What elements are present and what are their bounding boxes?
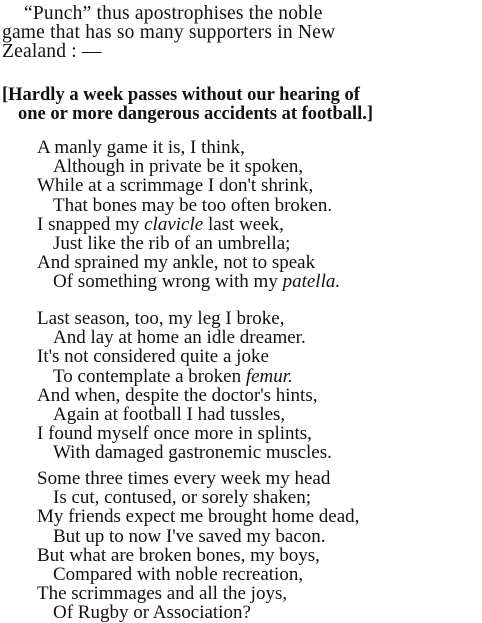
poem-line: Again at football I had tussles, (53, 404, 286, 426)
poem-line: But what are broken bones, my boys, (37, 544, 320, 566)
poem-stanza-3 (0, 469, 482, 623)
poem-line: Last season, too, my leg I broke, (37, 308, 285, 329)
poem-line-text: last week, (203, 213, 284, 235)
poem-stanza-1 (0, 138, 482, 292)
poem-line: But up to now I've saved my bacon. (53, 525, 326, 547)
poem-line: It's not considered quite a joke (37, 346, 269, 368)
poem-line: My friends expect me brought home dead, (37, 506, 360, 528)
poem-line: And when, despite the doctor's hints, (37, 384, 318, 406)
poem-line: Compared with noble recreation, (53, 564, 304, 586)
italic-word: patella. (282, 271, 341, 293)
poem-line: Some three times every week my head (37, 468, 331, 489)
poem-line: Of Rugby or Association? (53, 602, 251, 623)
intro-paragraph (2, 4, 480, 61)
intro-line: Zealand : — (2, 41, 102, 62)
poem-line: And lay at home an idle dreamer. (53, 327, 306, 349)
poem-line-text: I snapped my (37, 213, 145, 235)
intro-line: game that has so many supporters in New (2, 22, 336, 43)
poem-line (0, 272, 482, 291)
note-line: one or more dangerous accidents at football.] (18, 104, 374, 124)
poem-line (0, 367, 482, 386)
intro-line: “Punch” thus apostrophises the noble (24, 3, 323, 24)
poem-line: The scrimmages and all the joys, (37, 583, 288, 605)
italic-word: femur. (245, 365, 293, 387)
poem-line-text: To contemplate a broken (53, 365, 246, 387)
poem-line: Although in private be it spoken, (53, 156, 304, 178)
poem-line: Just like the rib of an umbrella; (53, 233, 291, 255)
poem-line: I found myself once more in splints, (37, 423, 312, 445)
poem-stanza-2 (0, 309, 482, 463)
poem-line-text: Of something wrong with my (53, 271, 283, 293)
note-line: [Hardly a week passes without our hearing of (2, 85, 360, 105)
bracketed-note (2, 86, 480, 124)
poem-line: And sprained my ankle, not to speak (37, 252, 316, 274)
poem-line: With damaged gastronemic muscles. (53, 442, 332, 464)
poem-line (0, 215, 482, 234)
poem-line: Is cut, contused, or sorely shaken; (53, 487, 312, 509)
poem-line: While at a scrimmage I don't shrink, (37, 175, 314, 197)
italic-word: clavicle (144, 213, 204, 235)
poem-line: A manly game it is, I think, (37, 137, 245, 158)
poem-line: That bones may be too often broken. (53, 194, 333, 216)
